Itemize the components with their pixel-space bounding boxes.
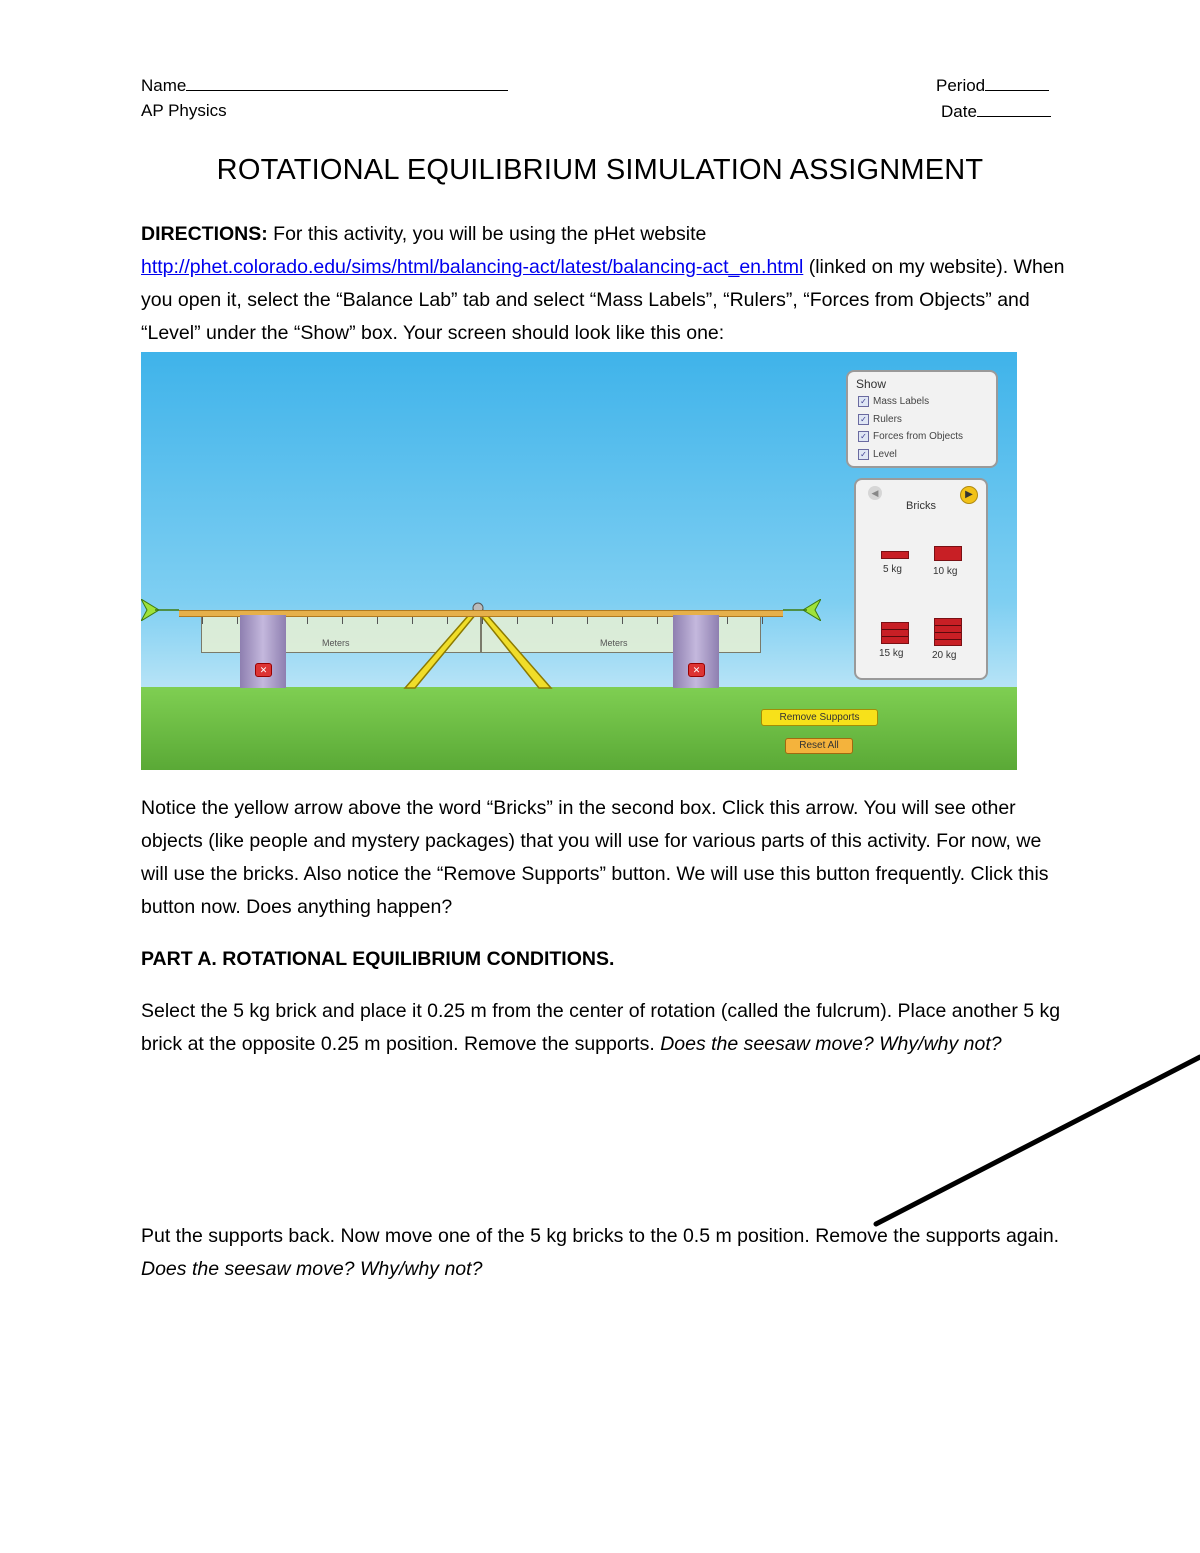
name-label: Name — [141, 76, 187, 95]
reset-all-button[interactable]: Reset All — [785, 738, 853, 754]
brick-5kg-label: 5 kg — [883, 564, 902, 575]
brick-20kg-label: 20 kg — [932, 650, 957, 661]
brick-10kg-label: 10 kg — [933, 566, 958, 577]
close-icon[interactable]: ✕ — [688, 663, 705, 677]
period-label: Period — [936, 76, 986, 95]
question-1-text: Select the 5 kg brick and place it 0.25 m from the center of rotation (called the fulcrum). Place another 5 kg brick at the opposite 0.25 m position. Remove the supports. — [141, 1000, 1061, 1055]
show-panel-title: Show — [856, 377, 887, 391]
directions-label: DIRECTIONS: — [141, 223, 268, 245]
course-label: AP Physics — [141, 101, 227, 120]
question-2-prompt: Does the seesaw move? Why/why not? — [141, 1258, 483, 1280]
close-icon[interactable]: ✕ — [255, 663, 272, 677]
check-icon: ✓ — [858, 396, 869, 407]
check-icon: ✓ — [858, 414, 869, 425]
directions-text-1: For this activity, you will be using the pHet website — [267, 223, 707, 245]
next-arrow-icon[interactable]: ▶ — [960, 486, 978, 504]
ruler-label-right: Meters — [600, 638, 628, 648]
part-a-heading: PART A. ROTATIONAL EQUILIBRIUM CONDITIONS. — [141, 948, 615, 970]
bricks-title: Bricks — [906, 500, 936, 512]
question-2-text: Put the supports back. Now move one of the 5 kg bricks to the 0.5 m position. Remove the supports again. — [141, 1225, 1060, 1247]
previous-arrow-icon[interactable]: ◀ — [868, 486, 882, 500]
checkbox-label: Rulers — [873, 414, 902, 426]
page-title: ROTATIONAL EQUILIBRIUM SIMULATION ASSIGNMENT — [216, 154, 984, 186]
question-1-prompt: Does the seesaw move? Why/why not? — [660, 1033, 1002, 1055]
directions-text-2: (linked on my website). When you open it, select the “Balance Lab” tab and select “Mass Labels”, “Rulers”, “Forces from Objects” and “Level” under the “Show” box. Your screen should look like this one: — [141, 256, 1065, 344]
check-icon: ✓ — [858, 449, 869, 460]
notice-paragraph: Notice the yellow arrow above the word “Bricks” in the second box. Click this arrow. You will see other objects (like people and mystery packages) that you will use for various parts of this activity. For now, we will use the bricks. Also notice the “Remove Supports” button. We will use this button frequently. Click this button now. Does anything happen? — [141, 797, 1049, 918]
date-label: Date — [941, 102, 977, 121]
check-icon: ✓ — [858, 431, 869, 442]
ruler-label-left: Meters — [322, 638, 350, 648]
remove-supports-button[interactable]: Remove Supports — [761, 709, 878, 726]
brick-15kg-label: 15 kg — [879, 648, 904, 659]
checkbox-label: Mass Labels — [873, 396, 930, 408]
phet-link[interactable]: http://phet.colorado.edu/sims/html/balancing-act/latest/balancing-act_en.html — [141, 256, 804, 278]
checkbox-label: Level — [873, 449, 897, 461]
checkbox-label: Forces from Objects — [873, 431, 964, 443]
